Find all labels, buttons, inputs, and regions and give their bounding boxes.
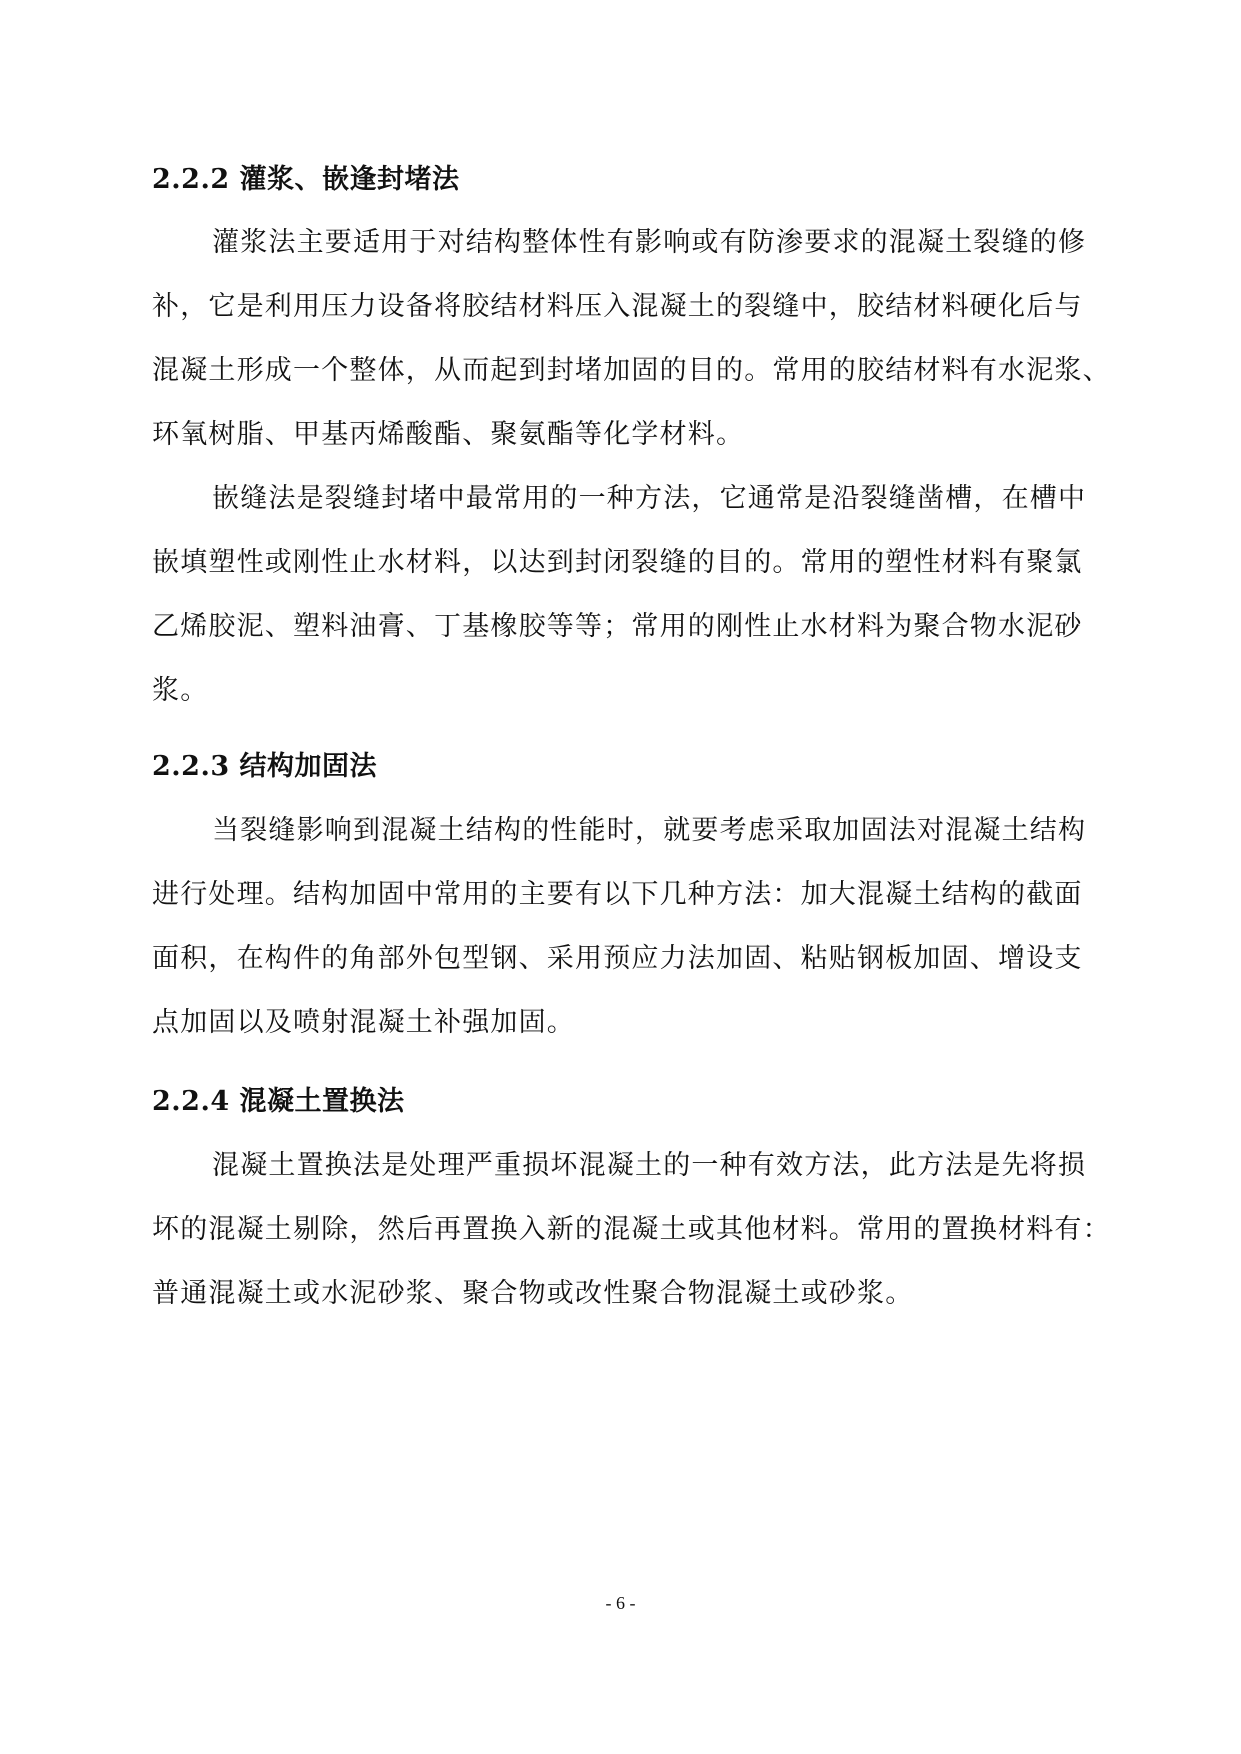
section-heading-2-2-3: 2.2.3 结构加固法: [152, 751, 378, 782]
paragraph-line: 嵌填塑性或刚性止水材料，以达到封闭裂缝的目的。常用的塑性材料有聚氯: [152, 547, 1083, 578]
paragraph-line: 混凝土形成一个整体，从而起到封堵加固的目的。常用的胶结材料有水泥浆、: [152, 355, 1111, 386]
paragraph-line: 点加固以及喷射混凝土补强加固。: [152, 1007, 575, 1038]
paragraph-line: 进行处理。结构加固中常用的主要有以下几种方法：加大混凝土结构的截面: [152, 879, 1083, 910]
paragraph-line: 浆。: [152, 675, 209, 706]
paragraph-line: 补，它是利用压力设备将胶结材料压入混凝土的裂缝中，胶结材料硬化后与: [152, 291, 1083, 322]
paragraph-line: 环氧树脂、甲基丙烯酸酯、聚氨酯等化学材料。: [152, 419, 745, 450]
section-heading-2-2-4: 2.2.4 混凝土置换法: [152, 1086, 405, 1117]
paragraph-line: 普通混凝土或水泥砂浆、聚合物或改性聚合物混凝土或砂浆。: [152, 1278, 914, 1309]
paragraph-line: 乙烯胶泥、塑料油膏、丁基橡胶等等；常用的刚性止水材料为聚合物水泥砂: [152, 611, 1083, 642]
paragraph-line: 坏的混凝土剔除，然后再置换入新的混凝土或其他材料。常用的置换材料有：: [152, 1214, 1111, 1245]
paragraph-line: 混凝土置换法是处理严重损坏混凝土的一种有效方法，此方法是先将损: [212, 1150, 1087, 1181]
paragraph-line: 当裂缝影响到混凝土结构的性能时，就要考虑采取加固法对混凝土结构: [212, 815, 1087, 846]
paragraph-line: 面积，在构件的角部外包型钢、采用预应力法加固、粘贴钢板加固、增设支: [152, 943, 1083, 974]
paragraph-line: 灌浆法主要适用于对结构整体性有影响或有防渗要求的混凝土裂缝的修: [212, 227, 1087, 258]
section-heading-2-2-2: 2.2.2 灌浆、嵌逢封堵法: [152, 164, 460, 195]
paragraph-line: 嵌缝法是裂缝封堵中最常用的一种方法，它通常是沿裂缝凿槽，在槽中: [212, 483, 1087, 514]
page-number: - 6 -: [605, 1593, 636, 1613]
